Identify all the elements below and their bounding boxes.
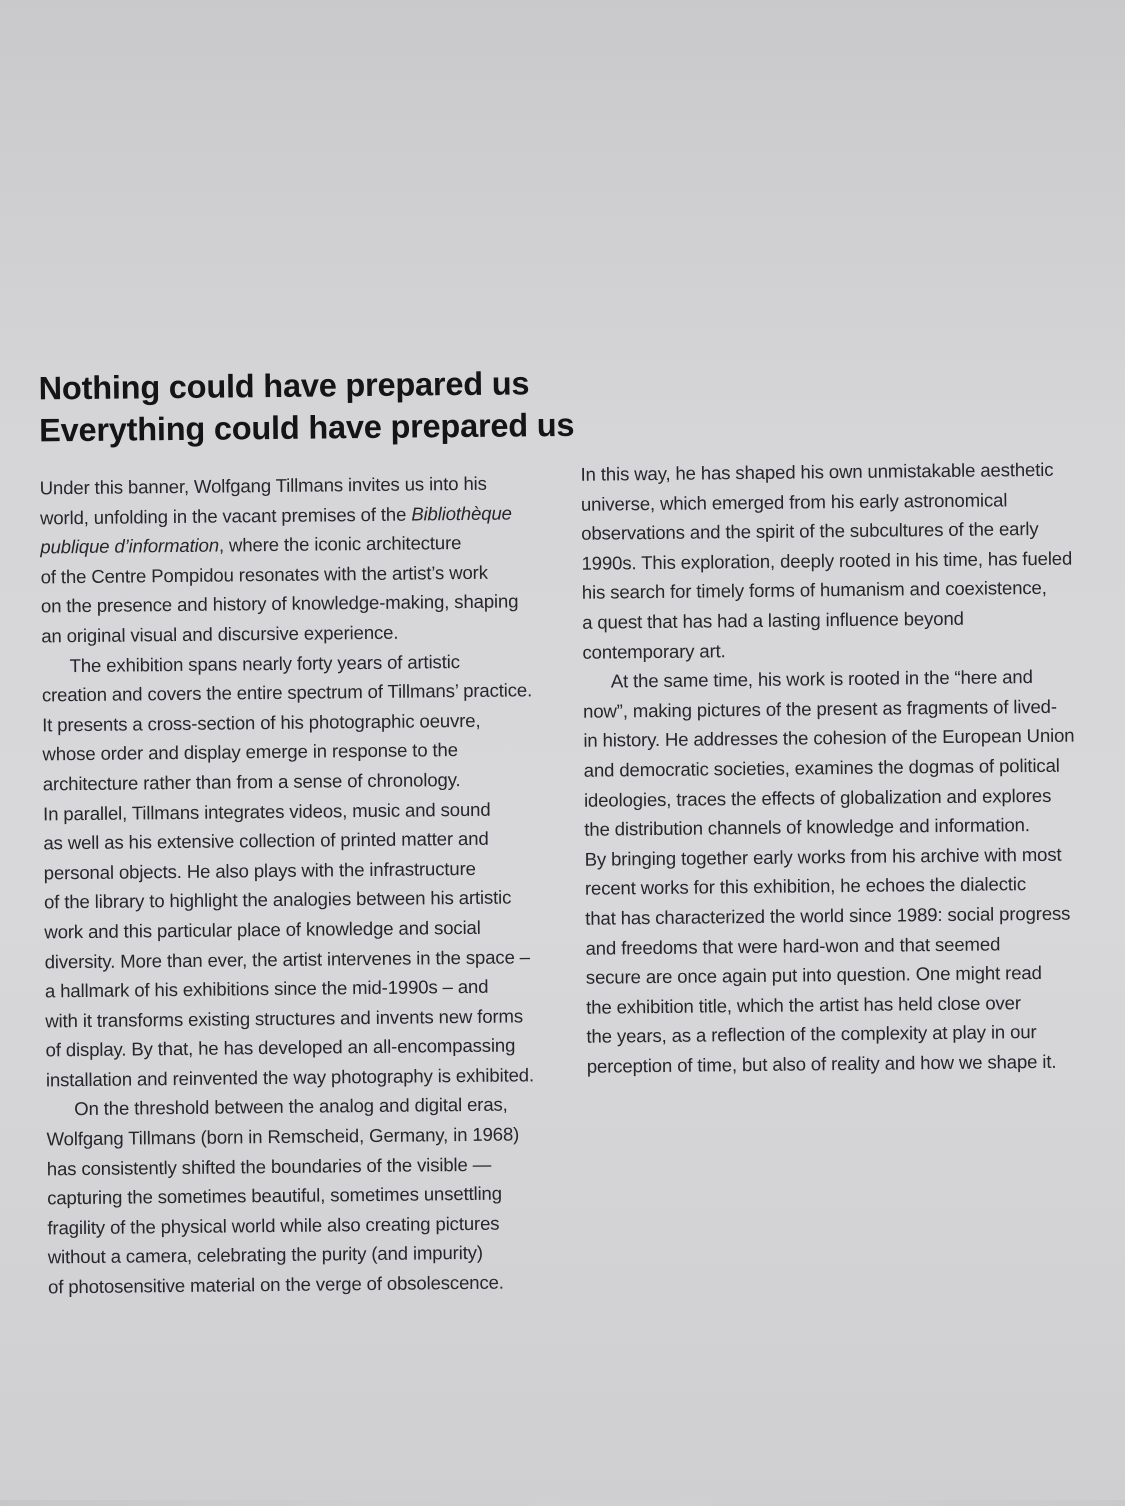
text-line: diversity. More than ever, the artist intervenes in the space – — [44, 945, 531, 972]
text-line: the exhibition title, which the artist has held close over — [586, 991, 1021, 1018]
text-line: fragility of the physical world while also creating pictures — [47, 1212, 500, 1239]
text-line: world, unfolding in the vacant premises of the Bibliothèque — [39, 502, 512, 529]
text-line: It presents a cross-section of his photographic oeuvre, — [42, 709, 481, 736]
text-line: Wolfgang Tillmans (born in Remscheid, Germany, in 1968) — [46, 1123, 520, 1150]
text-line: the distribution channels of knowledge and information. — [584, 814, 1030, 840]
text-line: installation and reinvented the way photography is exhibited. — [45, 1064, 535, 1091]
text-line: has consistently shifted the boundaries of the visible — — [46, 1153, 492, 1180]
text-line: publique d’information, where the iconic architecture — [40, 532, 462, 558]
exhibition-title — [38, 360, 739, 451]
text-line: without a camera, celebrating the purity (and impurity) — [47, 1242, 483, 1268]
paragraph-start: At the same time, his work is rooted in the “here and — [610, 666, 1033, 692]
text-line: creation and covers the entire spectrum of Tillmans’ practice. — [41, 679, 533, 706]
text-line: of photosensitive material on the verge of obsolescence. — [47, 1271, 504, 1298]
text-line: and democratic societies, examines the dogmas of political — [583, 754, 1060, 781]
text-line: of the Centre Pompidou resonates with the artist’s work — [40, 561, 488, 588]
text-line: whose order and display emerge in response to the — [42, 739, 458, 765]
text-line: recent works for this exhibition, he echoes the dialectic — [584, 873, 1027, 900]
text-line: work and this particular place of knowledge and social — [44, 916, 481, 943]
text-line: ideologies, traces the effects of globalization and explores — [583, 784, 1052, 811]
text-line: a quest that has had a lasting influence beyond — [582, 607, 964, 633]
text-line: of the library to highlight the analogies between his artistic — [43, 886, 512, 913]
text-line: that has characterized the world since 1989: social progress — [585, 902, 1071, 929]
text-line: secure are once again put into question. One might read — [585, 962, 1042, 988]
title-line-2: Everything could have prepared us — [38, 406, 575, 449]
text-line: of display. By that, he has developed an all-encompassing — [45, 1034, 516, 1061]
text-line: By bringing together early works from his archive with most — [584, 843, 1062, 870]
text-line: a hallmark of his exhibitions since the mid-1990s – and — [44, 975, 489, 1002]
text-line: In this way, he has shaped his own unmistakable aesthetic — [580, 458, 1054, 485]
text-line: with it transforms existing structures and invents new forms — [45, 1005, 524, 1032]
text-line: on the presence and history of knowledge-making, shaping — [40, 590, 519, 617]
title-line-1: Nothing could have prepared us — [38, 365, 530, 407]
text-line: an original visual and discursive experience. — [41, 621, 399, 647]
paragraph-start: On the threshold between the analog and digital eras, — [74, 1094, 508, 1120]
text-line: now”, making pictures of the present as fragments of lived- — [582, 695, 1057, 722]
italic-library-name: publique d’information — [40, 534, 220, 558]
text-line: In parallel, Tillmans integrates videos, music and sound — [43, 798, 491, 824]
text-line: capturing the sometimes beautiful, sometimes unsettling — [47, 1182, 502, 1209]
text-line: personal objects. He also plays with the infrastructure — [43, 857, 476, 884]
text-line: in history. He addresses the cohesion of the European Union — [583, 724, 1075, 752]
text-line: architecture rather than from a sense of chronology. — [42, 768, 461, 795]
text-line: and freedoms that were hard-won and that seemed — [585, 932, 1001, 959]
text-line: universe, which emerged from his early astronomical — [580, 488, 1008, 515]
text-line: his search for timely forms of humanism and coexistence, — [581, 577, 1047, 604]
text-line: contemporary art. — [582, 639, 726, 663]
italic-library-name: Bibliothèque — [411, 502, 512, 525]
left-text-column — [40, 468, 569, 1302]
text-line: observations and the spirit of the subcultures of the early — [581, 518, 1039, 544]
text-line: as well as his extensive collection of printed matter and — [43, 827, 489, 854]
paragraph-start: The exhibition spans nearly forty years of artistic — [69, 650, 460, 676]
text-line: 1990s. This exploration, deeply rooted in his time, has fueled — [581, 547, 1073, 574]
text-line: perception of time, but also of reality and how we shape it. — [586, 1050, 1057, 1077]
text-line: the years, as a reflection of the complexity at play in our — [586, 1021, 1037, 1048]
text-line: Under this banner, Wolfgang Tillmans invites us into his — [39, 472, 487, 499]
right-text-column — [580, 454, 1106, 1081]
